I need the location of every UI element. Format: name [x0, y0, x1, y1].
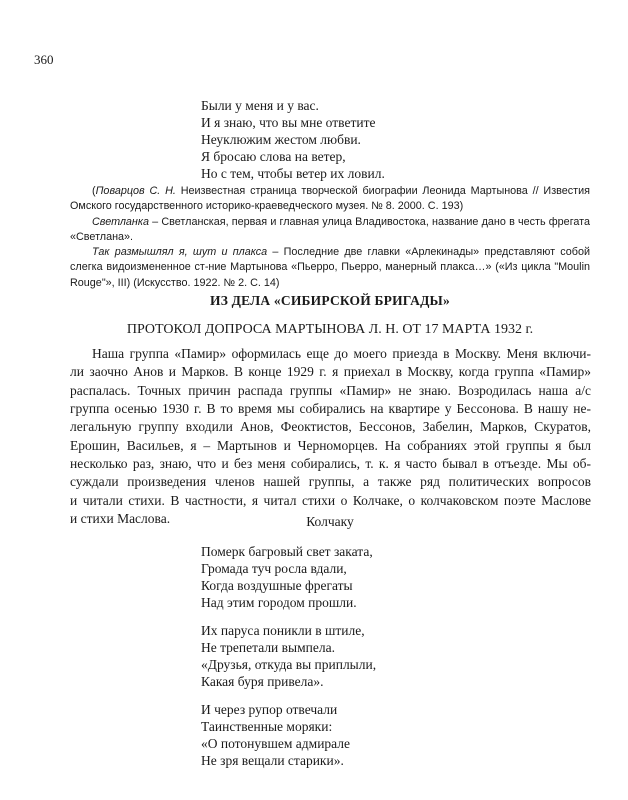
page-number: 360	[34, 52, 54, 67]
body-line: и читали стихи. В частности, я читал стихи о Колчаке, о колчаковском поэте Маслове	[70, 492, 591, 508]
body-line: ли заочно Анов и Марков. В конце 1929 г. я приехал в Москву, когда группа «Памир»	[70, 364, 591, 380]
poem-line: «О потонувшем адмирале	[201, 736, 351, 751]
note-open-paren: (	[92, 185, 96, 197]
body-line: Ерошин, Васильев, я – Мартынов и Черноморцев. На собраниях этой группы я был	[70, 437, 591, 453]
poem-fragment	[201, 97, 385, 182]
poem-line: Какая буря привела».	[201, 674, 324, 689]
poem-line: И я знаю, что вы мне ответите	[201, 115, 376, 130]
note-text: Неизвестная страница творческой биографии Леонида Мартынова // Известия Омского государственного историко-краеведческого музея. № 8. 2000. С. 193)	[70, 185, 590, 213]
poem-line: Померк багровый свет заката,	[201, 544, 373, 559]
note-svetlanka	[70, 215, 590, 246]
poem-line: Громада туч росла вдали,	[201, 561, 347, 576]
body-line: суждали произведения членов нашей группы, а также ряд политических вопросов	[70, 474, 591, 490]
poem-title: Колчаку	[306, 514, 354, 529]
poem-line: Не зря вещали старики».	[201, 753, 344, 768]
note-text: – Последние две главки «Арлекинады» представляют собой слегка видоизмененное ст-ние Мартынова «Пьерро, Пьерро, манерный плакса…» («Из цикла "Moulin Rouge"», III) (Искусство. 1922. № 2. С. 14)	[70, 246, 590, 289]
body-line: легальную группу входили Анов, Феоктистов, Бессонов, Забелин, Марков, Скуратов,	[70, 419, 591, 435]
body-line: группа осенью 1930 г. В то время мы собирались на квартире у Бессонова. В нашу не-	[70, 401, 591, 417]
poem-line: Были у меня и у вас.	[201, 98, 319, 113]
poem-line: «Друзья, откуда вы приплыли,	[201, 657, 377, 672]
poem-line: Таинственные моряки:	[201, 719, 333, 734]
body-line: несколько раз, знаю, что и без меня собирались, т. к. я часто бывал в отъезде. Мы об-	[70, 456, 591, 472]
body-line: и стихи Маслова.	[70, 511, 171, 527]
poem-line: Над этим городом прошли.	[201, 595, 357, 610]
protocol-title: ПРОТОКОЛ ДОПРОСА МАРТЫНОВА Л. Н. ОТ 17 МАРТА 1932 г.	[126, 322, 534, 337]
poem-kolchak	[201, 543, 376, 769]
note-text: – Светланская, первая и главная улица Владивостока, название дано в честь фрегата «Светлана».	[70, 215, 590, 243]
poem-line: Я бросаю слова на ветер,	[201, 149, 346, 164]
poem-line: Но с тем, чтобы ветер их ловил.	[201, 166, 385, 181]
body-line: распалась. Точных причин распада группы «Памир» не знаю. Возродилась наша а/с	[70, 382, 591, 398]
poem-line: Когда воздушные фрегаты	[201, 578, 353, 593]
note-term: Светланка	[92, 215, 149, 228]
stanza-divider	[201, 690, 376, 701]
body-line: Наша группа «Памир» оформилась еще до моего приезда в Москву. Меня включи-	[92, 346, 591, 361]
poem-line: Не трепетали вымпела.	[201, 640, 335, 655]
commentary-notes	[70, 184, 590, 291]
poem-line: И через рупор отвечали	[201, 702, 338, 717]
note-term: Так размышлял я, шут и плакса	[92, 246, 268, 259]
section-title: ИЗ ДЕЛА «СИБИРСКОЙ БРИГАДЫ»	[210, 293, 450, 308]
note-harlequinade	[70, 245, 590, 291]
body-paragraph	[70, 345, 591, 528]
stanza-divider	[201, 611, 376, 622]
poem-line: Неуклюжим жестом любви.	[201, 132, 361, 147]
poem-line: Их паруса поникли в штиле,	[201, 623, 365, 638]
note-author: Поварцов С. Н.	[95, 185, 176, 197]
note-source	[70, 184, 590, 215]
